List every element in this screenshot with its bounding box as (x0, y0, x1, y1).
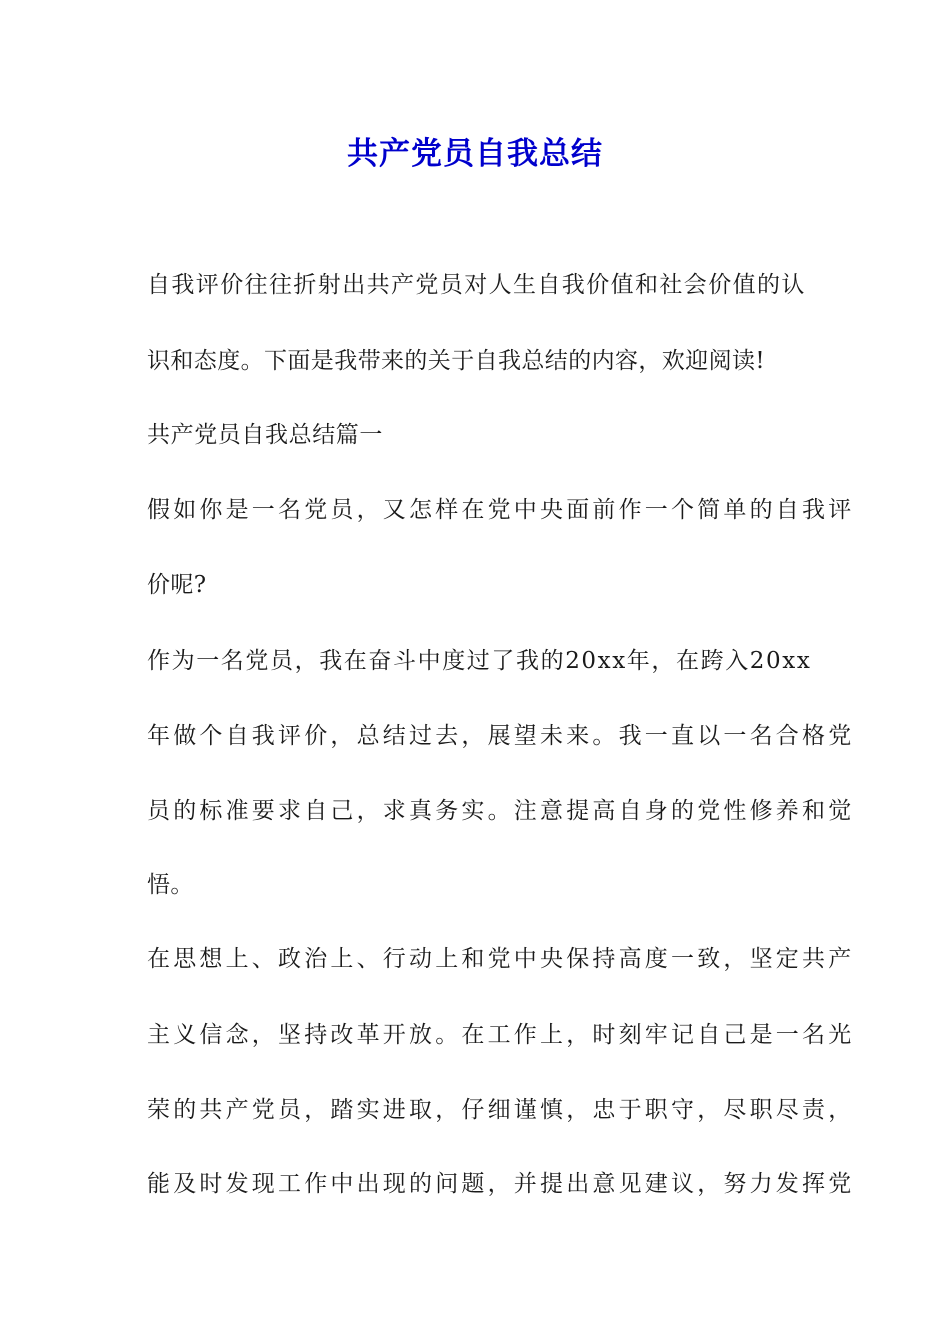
paragraph-2-line-3: 荣的共产党员，踏实进取，仔细谨慎，忠于职守，尽职尽责， (147, 1097, 855, 1123)
paragraph-2-line-2: 主义信念，坚持改革开放。在工作上，时刻牢记自己是一名光 (147, 1022, 855, 1048)
paragraph-1-line-2: 年做个自我评价，总结过去，展望未来。我一直以一名合格党 (147, 723, 855, 749)
section-heading: 共产党员自我总结篇一 (147, 422, 383, 448)
intro-line-1: 自我评价往往折射出共产党员对人生自我价值和社会价值的认 (147, 272, 806, 298)
paragraph-1-line-3: 员的标准要求自己，求真务实。注意提高自身的党性修养和觉 (147, 798, 855, 824)
intro-line-2: 识和态度。下面是我带来的关于自我总结的内容，欢迎阅读! (147, 348, 766, 374)
paragraph-2-line-4: 能及时发现工作中出现的问题，并提出意见建议，努力发挥党 (147, 1171, 855, 1197)
question-line-2: 价呢? (147, 572, 207, 598)
question-line-1: 假如你是一名党员，又怎样在党中央面前作一个简单的自我评 (147, 497, 855, 523)
paragraph-2-line-1: 在思想上、政治上、行动上和党中央保持高度一致，坚定共产 (147, 946, 855, 972)
paragraph-1-line-1: 作为一名党员，我在奋斗中度过了我的20xx年，在跨入20xx (147, 648, 812, 674)
document-title: 共产党员自我总结 (347, 136, 603, 172)
paragraph-1-line-4: 悟。 (147, 872, 194, 898)
